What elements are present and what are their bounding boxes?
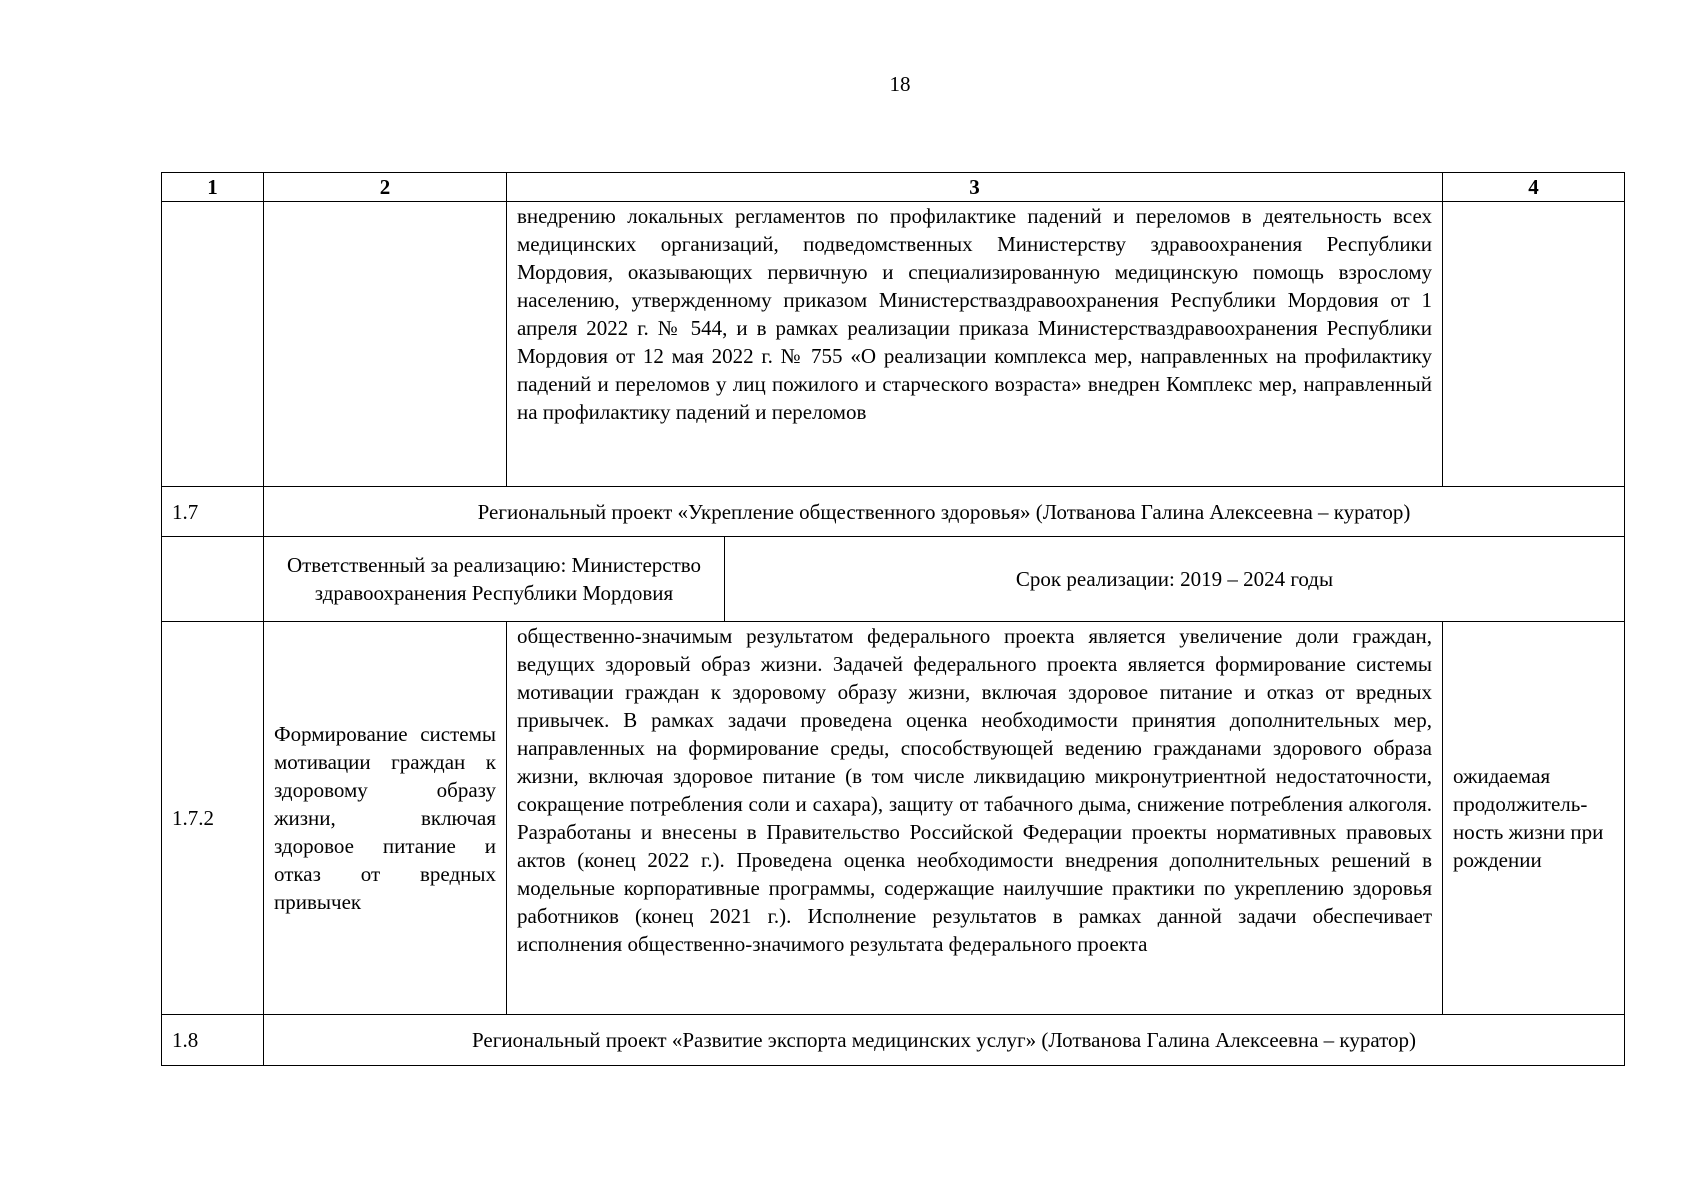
table-row-continued <box>162 202 1625 487</box>
project-number: 1.7 <box>162 487 264 537</box>
row-number: 1.7.2 <box>162 622 264 1015</box>
target-indicator: ожидаемая продолжитель-ность жизни при рождении <box>1443 622 1625 1015</box>
cell-number-empty <box>162 537 264 622</box>
table-row-responsible <box>162 537 1625 622</box>
table-row-project-1-8 <box>162 1015 1625 1066</box>
measure-description: общественно-значимым результатом федерального проекта является увеличение доли граждан, ведущих здоровый образ жизни. Задачей федерального проекта является формирование системы мотивации граждан к здоровому образу жизни, включая здоровое питание и отказ от вредных привычек. В рамках задачи проведена оценка необходимости принятия дополнительных мер, направленных на формирование среды, способствующей ведению гражданами здорового образа жизни, включая здоровое питание (в том числе ликвидацию микронутриентной недостаточности, сокращение потребления соли и сахара), защиту от табачного дыма, снижение потребления алкоголя. Разработаны и внесены в Правительство Российской Федерации проекты нормативных правовых актов (конец 2022 г.). Проведена оценка необходимости внедрения дополнительных решений в модельные корпоративные программы, содержащие наилучшие практики по укреплению здоровья работников (конец 2021 г.). Исполнение результатов в рамках данной задачи обеспечивает исполнения общественно-значимого результата федерального проекта <box>507 622 1443 1015</box>
project-title: Региональный проект «Укрепление общественного здоровья» (Лотванова Галина Алексеевна – куратор) <box>264 487 1625 537</box>
cell-number-empty <box>162 202 264 487</box>
column-header-1: 1 <box>162 173 264 202</box>
table-row-project-1-7 <box>162 487 1625 537</box>
project-number: 1.8 <box>162 1015 264 1066</box>
cell-indicator-empty <box>1443 202 1625 487</box>
column-header-4: 4 <box>1443 173 1625 202</box>
table-header-row <box>162 173 1625 202</box>
page-number: 18 <box>889 72 911 96</box>
implementation-term: Срок реализации: 2019 – 2024 годы <box>725 537 1625 622</box>
column-header-2: 2 <box>264 173 507 202</box>
column-header-3: 3 <box>507 173 1443 202</box>
responsible-executor: Ответственный за реализацию: Министерство здравоохранения Республики Мордовия <box>264 537 725 622</box>
measure-name: Формирование системы мотивации граждан к здоровому образу жизни, включая здоровое питание и отказ от вредных привычек <box>264 622 507 1015</box>
cell-continued-description: внедрению локальных регламентов по профилактике падений и переломов в деятельность всех медицинских организаций, подведомственных Министерству здравоохранения Республики Мордовия, оказывающих первичную и специализированную медицинскую помощь взрослому населению, утвержденному приказом Министерстваздравоохранения Республики Мордовия от 1 апреля 2022 г. № 544, и в рамках реализации приказа Министерстваздравоохранения Республики Мордовия от 12 мая 2022 г. № 755 «О реализации комплекса мер, направленных на профилактику падений и переломов у лиц пожилого и старческого возраста» внедрен Комплекс мер, направленный на профилактику падений и переломов <box>507 202 1443 487</box>
table-row-1-7-2 <box>162 622 1625 1015</box>
measures-table <box>161 172 1625 1066</box>
project-title: Региональный проект «Развитие экспорта медицинских услуг» (Лотванова Галина Алексеевна – куратор) <box>264 1015 1625 1066</box>
cell-name-empty <box>264 202 507 487</box>
